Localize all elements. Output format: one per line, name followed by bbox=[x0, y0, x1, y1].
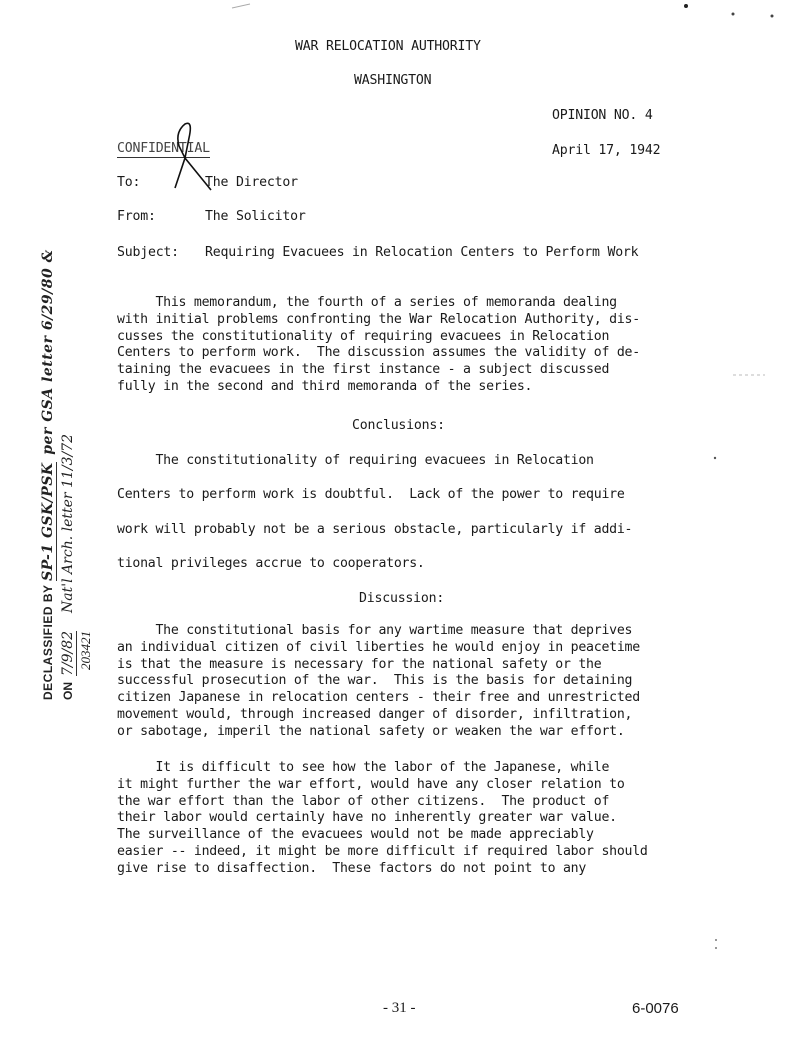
text-line: give rise to disaffection. These factors do not point to any bbox=[117, 860, 587, 876]
text-line: Centers to perform work is doubtful. Lack of the power to require bbox=[117, 487, 625, 503]
text-line: with initial problems confronting the War Relocation Authority, dis- bbox=[117, 311, 640, 327]
text-line: The constitutionality of requiring evacuees in Relocation bbox=[117, 453, 594, 468]
page-number: - 31 - bbox=[383, 1000, 416, 1016]
text-line: Centers to perform work. The discussion assumes the validity of de- bbox=[117, 345, 640, 361]
text-line: it might further the war effort, would have any closer relation to bbox=[117, 776, 625, 792]
confidential-stamp: CONFIDENTIAL bbox=[117, 141, 210, 156]
declassified-authority: SP-1 GSK/PSK bbox=[40, 462, 56, 581]
text-line: easier -- indeed, it might be more difficult if required labor should bbox=[117, 843, 648, 859]
agency-title: WAR RELOCATION AUTHORITY bbox=[295, 39, 481, 54]
text-line: fully in the second and third memoranda of the series. bbox=[117, 378, 533, 394]
text-line: taining the evacuees in the first instance - a subject discussed bbox=[117, 362, 610, 378]
text-line: The constitutional basis for any wartime measure that deprives bbox=[117, 623, 633, 638]
from-label: From: bbox=[117, 209, 156, 224]
subject-value: Requiring Evacuees in Relocation Centers to Perform Work bbox=[205, 245, 639, 260]
text-line: an individual citizen of civil liberties he would enjoy in peacetime bbox=[117, 639, 640, 655]
on-label: ON bbox=[61, 682, 75, 700]
text-line: citizen Japanese in relocation centers - their free and unrestricted bbox=[117, 690, 640, 706]
text-line: movement would, through increased danger of disorder, infiltration, bbox=[117, 706, 633, 722]
text-line: It is difficult to see how the labor of the Japanese, while bbox=[117, 760, 610, 775]
declassification-number: 203421 bbox=[78, 631, 93, 670]
text-line: or sabotage, imperil the national safety or weaken the war effort. bbox=[117, 723, 625, 739]
city-title: WASHINGTON bbox=[354, 73, 432, 88]
text-line: their labor would certainly have no inherently greater war value. bbox=[117, 810, 617, 826]
opinion-number: OPINION NO. 4 bbox=[552, 108, 653, 123]
text-line: tional privileges accrue to cooperators. bbox=[117, 555, 425, 571]
from-value: The Solicitor bbox=[205, 209, 306, 224]
declassified-date: 7/9/82 bbox=[60, 630, 76, 676]
archive-note: Nat'l Arch. letter 11/3/72 bbox=[60, 433, 76, 613]
text-line: successful prosecution of the war. This is the basis for detaining bbox=[117, 673, 633, 689]
text-line: This memorandum, the fourth of a series of memoranda dealing bbox=[117, 295, 617, 310]
discussion-heading: Discussion: bbox=[359, 591, 445, 606]
document-date: April 17, 1942 bbox=[552, 143, 661, 158]
to-value: The Director bbox=[205, 175, 298, 190]
text-line: is that the measure is necessary for the national safety or the bbox=[117, 656, 602, 672]
document-number: 6-0076 bbox=[632, 1000, 679, 1017]
declassified-label: DECLASSIFIED BY bbox=[41, 584, 55, 700]
text-line: the war effort than the labor of other citizens. The product of bbox=[117, 793, 610, 809]
declassification-note: per GSA letter 6/29/80 & bbox=[40, 249, 56, 455]
subject-label: Subject: bbox=[117, 245, 179, 260]
text-line: work will probably not be a serious obstacle, particularly if addi- bbox=[117, 521, 633, 537]
conclusions-heading: Conclusions: bbox=[352, 418, 445, 433]
text-line: The surveillance of the evacuees would not be made appreciably bbox=[117, 827, 594, 843]
text-line: cusses the constitutionality of requiring evacuees in Relocation bbox=[117, 328, 610, 344]
to-label: To: bbox=[117, 175, 141, 190]
